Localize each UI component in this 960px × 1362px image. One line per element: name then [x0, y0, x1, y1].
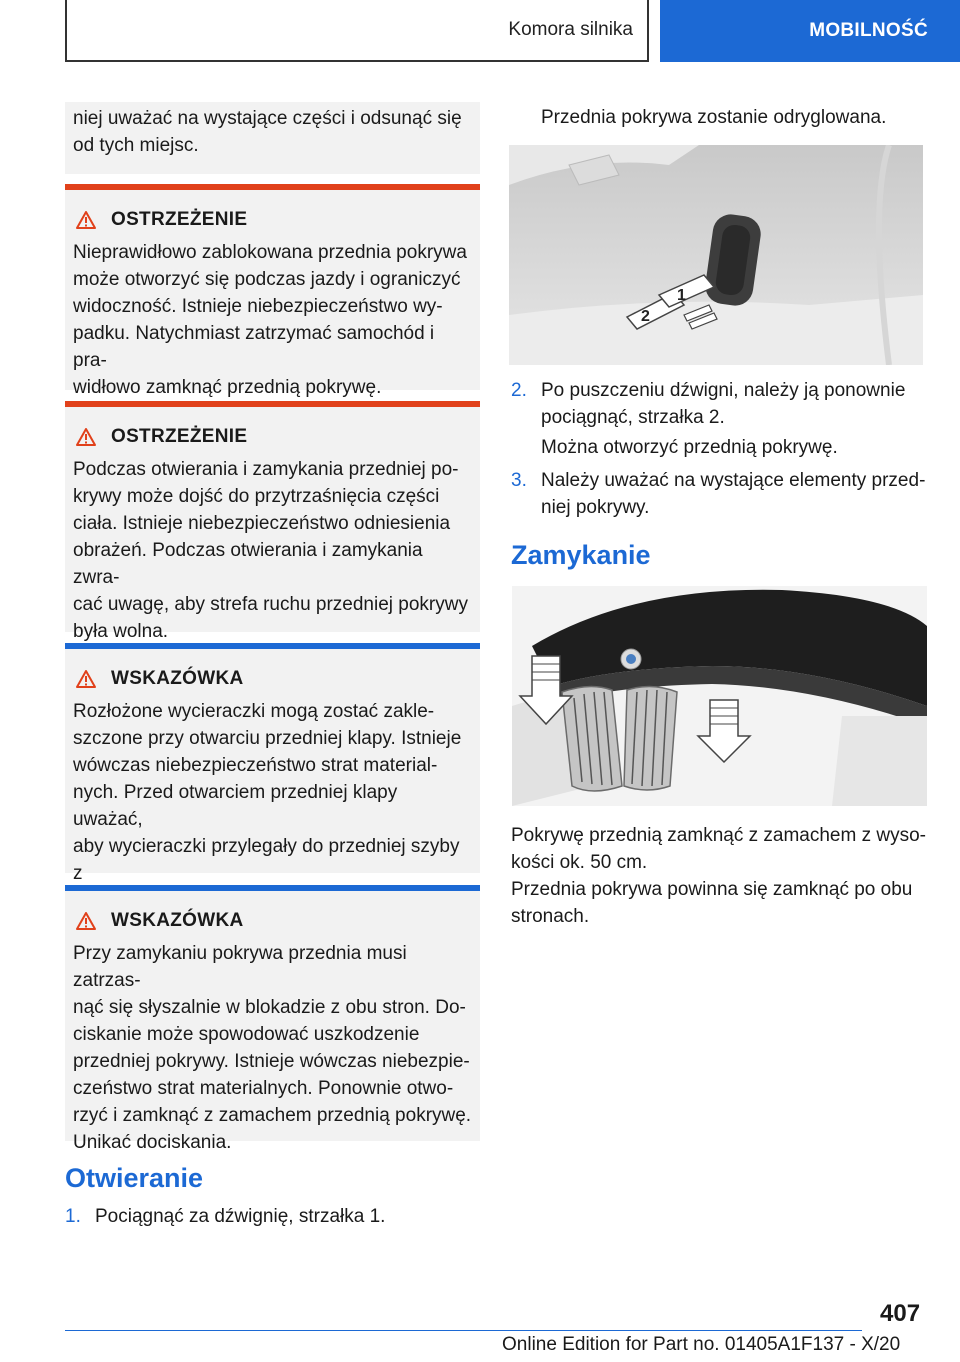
arrow-label: 2	[641, 308, 650, 325]
intro-box	[65, 102, 480, 174]
closing-paragraph-2	[511, 876, 912, 930]
step-text	[541, 467, 925, 521]
closing-line: Przednia pokrywa powinna się zamknąć po obu	[511, 879, 913, 900]
step-2-note: Można otworzyć przednią pokrywę.	[541, 437, 838, 458]
note-line: nych. Przed otwarciem przedniej klapy uważać,	[73, 782, 398, 830]
warning-triangle-icon	[75, 669, 97, 689]
section-heading-closing: Zamykanie	[511, 540, 651, 570]
note-bar	[65, 885, 480, 891]
warning-box	[65, 401, 480, 642]
step-number: 2.	[511, 380, 527, 401]
note-line: Przy zamykaniu pokrywa przednia musi zatrzas-	[73, 943, 407, 991]
intro-line: niej uważać na wystające części i odsunąć się	[73, 108, 462, 129]
footer-divider	[65, 1330, 862, 1331]
note-box	[65, 643, 480, 884]
unlocked-text: Przednia pokrywa zostanie odryglowana.	[541, 107, 887, 128]
warning-line: widłowo zamknąć przednią pokrywę.	[73, 377, 382, 398]
intro-line: od tych miejsc.	[73, 135, 199, 156]
arrow-label: 1	[677, 287, 686, 304]
warning-line: ciała. Istnieje niebezpieczeństwo odniesienia	[73, 513, 451, 534]
warning-line: Podczas otwierania i zamykania przedniej po-	[73, 459, 459, 480]
warning-title-text: OSTRZEŻENIE	[111, 209, 248, 230]
note-line: szczone przy otwarciu przedniej klapy. Istnieje	[73, 728, 462, 749]
step-2	[511, 377, 931, 433]
header-section-tab	[65, 0, 649, 62]
step-number: 1.	[65, 1206, 81, 1227]
step-text-line: Po puszczeniu dźwigni, należy ją ponownie	[541, 380, 906, 401]
warning-line: obrażeń. Podczas otwierania i zamykania zwra-	[73, 540, 423, 588]
warning-line: może otworzyć się podczas jazdy i ograniczyć	[73, 269, 461, 290]
step-text-line: Należy uważać na wystające elementy przed-	[541, 470, 926, 491]
warning-box	[65, 184, 480, 398]
warning-line: Nieprawidłowo zablokowana przednia pokrywa	[73, 242, 467, 263]
warning-bar	[65, 184, 480, 190]
step-text	[541, 377, 905, 431]
note-line: rzyć i zamknąć z zamachem przednią pokrywę.	[73, 1105, 472, 1126]
note-line: czeństwo strat materialnych. Ponownie otwo-	[73, 1078, 454, 1099]
closing-hood-image	[512, 586, 927, 806]
warning-triangle-icon	[75, 427, 97, 447]
header-section-title: Komora silnika	[508, 19, 633, 40]
warning-triangle-icon	[75, 210, 97, 230]
note-title-text: WSKAZÓWKA	[111, 668, 244, 689]
step-number: 3.	[511, 470, 527, 491]
step-text-line: pociągnąć, strzałka 2.	[541, 407, 725, 428]
warning-line: widoczność. Istnieje niebezpieczeństwo wy-	[73, 296, 443, 317]
note-title	[73, 665, 472, 692]
header-chapter-tab	[660, 0, 960, 62]
note-bar	[65, 643, 480, 649]
page-number: 407	[880, 1300, 921, 1327]
closing-line: stronach.	[511, 906, 590, 927]
closing-line: Pokrywę przednią zamknąć z zamachem z wyso-	[511, 825, 926, 846]
step-3	[511, 467, 931, 523]
note-title	[73, 907, 472, 934]
note-title-text: WSKAZÓWKA	[111, 910, 244, 931]
hood-release-lever-image	[509, 145, 923, 365]
warning-line: padku. Natychmiast zatrzymać samochód i pra-	[73, 323, 435, 371]
note-line: nąć się słyszalnie w blokadzie z obu stron. Do-	[73, 997, 466, 1018]
warning-line: cać uwagę, aby strefa ruchu przedniej pokrywy	[73, 594, 468, 615]
step-1	[65, 1203, 480, 1231]
warning-bar	[65, 401, 480, 407]
closing-paragraph-1	[511, 822, 926, 876]
section-heading-opening: Otwieranie	[65, 1163, 204, 1193]
note-line: Rozłożone wycieraczki mogą zostać zakle-	[73, 701, 435, 722]
footer-edition: Online Edition for Part no. 01405A1F137 - X/20	[502, 1334, 901, 1355]
note-line: przedniej pokrywy. Istnieje wówczas niebezpie-	[73, 1051, 470, 1072]
note-line: wówczas niebezpieczeństwo strat material-	[73, 755, 438, 776]
note-box	[65, 885, 480, 1153]
note-line: Unikać dociskania.	[73, 1132, 232, 1153]
warning-triangle-icon	[75, 911, 97, 931]
header-chapter-title: MOBILNOŚĆ	[809, 20, 928, 41]
step-text: Pociągnąć za dźwignię, strzałka 1.	[95, 1206, 386, 1227]
warning-line: krywy może dojść do przytrzaśnięcia części	[73, 486, 440, 507]
warning-title-text: OSTRZEŻENIE	[111, 426, 248, 447]
closing-line: kości ok. 50 cm.	[511, 852, 648, 873]
warning-title	[73, 206, 472, 233]
note-line: aby wycieraczki przylegały do przedniej szyby z	[73, 836, 460, 884]
note-line: ciskanie może spowodować uszkodzenie	[73, 1024, 420, 1045]
warning-title	[73, 423, 472, 450]
step-text-line: niej pokrywy.	[541, 497, 650, 518]
warning-line: była wolna.	[73, 621, 169, 642]
